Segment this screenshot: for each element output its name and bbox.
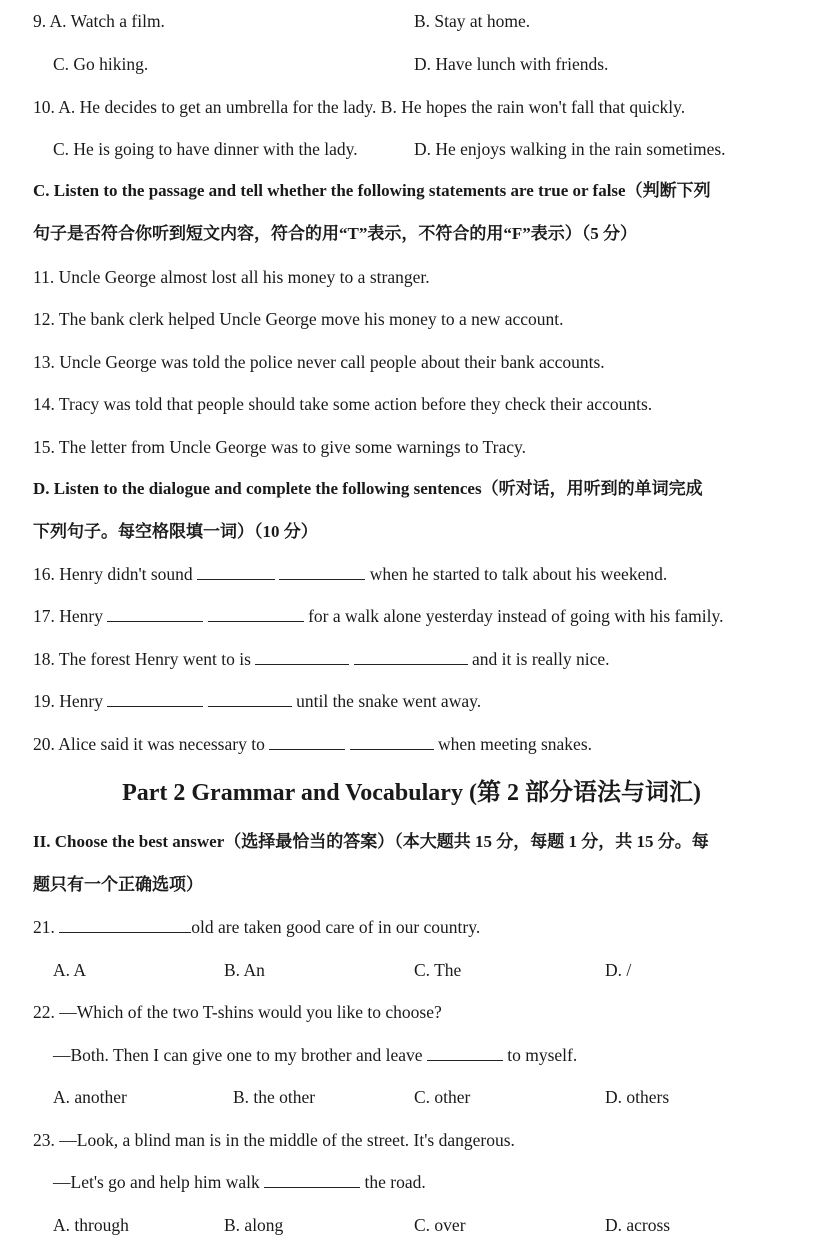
question-22-reply [53,1044,577,1066]
sentence-17-end: for a walk alone yesterday instead of going with his family. [308,606,724,626]
q9-option-a: 9. A. Watch a film. [33,11,165,31]
q22-option-a[interactable]: A. another [53,1087,127,1107]
q21-option-a[interactable]: A. A [53,960,87,980]
section-ii-heading-cn: （选择最恰当的答案）（本大题共 15 分，每题 1 分，共 15 分。每 [224,832,709,851]
sentence-20 [33,733,592,755]
q10-options-ab: 10. A. He decides to get an umbrella for the lady. B. He hopes the rain won't fall that quickly. [33,97,686,117]
sentence-18-start: 18. The forest Henry went to is [33,649,251,669]
blank-18b[interactable] [354,648,468,665]
sentence-17 [33,605,723,627]
q23-option-a[interactable]: A. through [53,1215,129,1235]
question-21 [33,916,480,938]
q23-option-d[interactable]: D. across [605,1215,671,1235]
q9-option-c: C. Go hiking. [53,54,149,74]
statement-14: 14. Tracy was told that people should take some action before they check their accounts. [33,394,653,414]
q22-option-c[interactable]: C. other [414,1087,471,1107]
question-23-stem: 23. —Look, a blind man is in the middle of the street. It's dangerous. [33,1130,515,1150]
blank-20b[interactable] [350,733,434,750]
section-d-instructions: 下列句子。每空格限填一词）（10 分） [33,522,318,541]
blank-20a[interactable] [269,733,345,750]
section-c-heading-cn: （判断下列 [625,181,711,200]
section-ii-instructions: 题只有一个正确选项） [33,875,203,894]
q23-option-c[interactable]: C. over [414,1215,466,1235]
q21-option-b[interactable]: B. An [224,960,265,980]
section-d-heading-cn: （听对话，用听到的单词完成 [481,479,703,498]
section-d-heading [33,478,703,500]
q10-option-c: C. He is going to have dinner with the lady. [53,139,358,159]
section-d-heading-en: D. Listen to the dialogue and complete the following sentences [33,479,482,498]
q10-option-d: D. He enjoys walking in the rain sometimes. [414,139,726,159]
q9-option-b: B. Stay at home. [414,11,531,31]
blank-18a[interactable] [255,648,349,665]
sentence-18 [33,648,610,670]
section-ii-heading [33,831,709,853]
q21-option-d[interactable]: D. / [605,960,632,980]
section-c-instructions: 句子是否符合你听到短文内容，符合的用“T”表示，不符合的用“F”表示）（5 分） [33,224,637,243]
sentence-16-end: when he started to talk about his weekend. [369,564,668,584]
q23-option-b[interactable]: B. along [224,1215,284,1235]
blank-22[interactable] [427,1044,503,1061]
q21-option-c[interactable]: C. The [414,960,462,980]
question-21-text: old are taken good care of in our country. [191,917,481,937]
sentence-20-start: 20. Alice said it was necessary to [33,734,265,754]
section-c-heading [33,180,711,202]
sentence-16 [33,563,667,585]
section-c-heading-en: C. Listen to the passage and tell whether the following statements are true or false [33,181,626,200]
blank-16a[interactable] [197,563,275,580]
question-23-reply [53,1171,426,1193]
sentence-20-end: when meeting snakes. [437,734,593,754]
question-23-reply-end: the road. [364,1172,426,1192]
blank-17b[interactable] [208,605,304,622]
sentence-17-start: 17. Henry [33,606,103,626]
question-22-stem: 22. —Which of the two T-shins would you like to choose? [33,1002,442,1022]
q9-option-d: D. Have lunch with friends. [414,54,609,74]
statement-12: 12. The bank clerk helped Uncle George move his money to a new account. [33,309,564,329]
question-22-reply-end: to myself. [507,1045,578,1065]
statement-15: 15. The letter from Uncle George was to give some warnings to Tracy. [33,437,526,457]
blank-23[interactable] [264,1171,360,1188]
blank-21[interactable] [59,916,191,933]
sentence-19-start: 19. Henry [33,691,103,711]
sentence-19-end: until the snake went away. [296,691,482,711]
blank-19a[interactable] [107,690,203,707]
part2-title: Part 2 Grammar and Vocabulary (第 2 部分语法与词汇) [122,780,701,806]
question-21-number: 21. [33,917,55,937]
q22-option-d[interactable]: D. others [605,1087,670,1107]
question-22-reply-start: —Both. Then I can give one to my brother and leave [53,1045,423,1065]
sentence-16-start: 16. Henry didn't sound [33,564,193,584]
sentence-18-end: and it is really nice. [472,649,610,669]
statement-11: 11. Uncle George almost lost all his money to a stranger. [33,267,430,287]
blank-17a[interactable] [107,605,203,622]
blank-16b[interactable] [279,563,365,580]
question-23-reply-start: —Let's go and help him walk [53,1172,260,1192]
blank-19b[interactable] [208,690,292,707]
sentence-19 [33,690,481,712]
section-ii-heading-en: II. Choose the best answer [33,832,225,851]
statement-13: 13. Uncle George was told the police never call people about their bank accounts. [33,352,605,372]
q22-option-b[interactable]: B. the other [233,1087,316,1107]
